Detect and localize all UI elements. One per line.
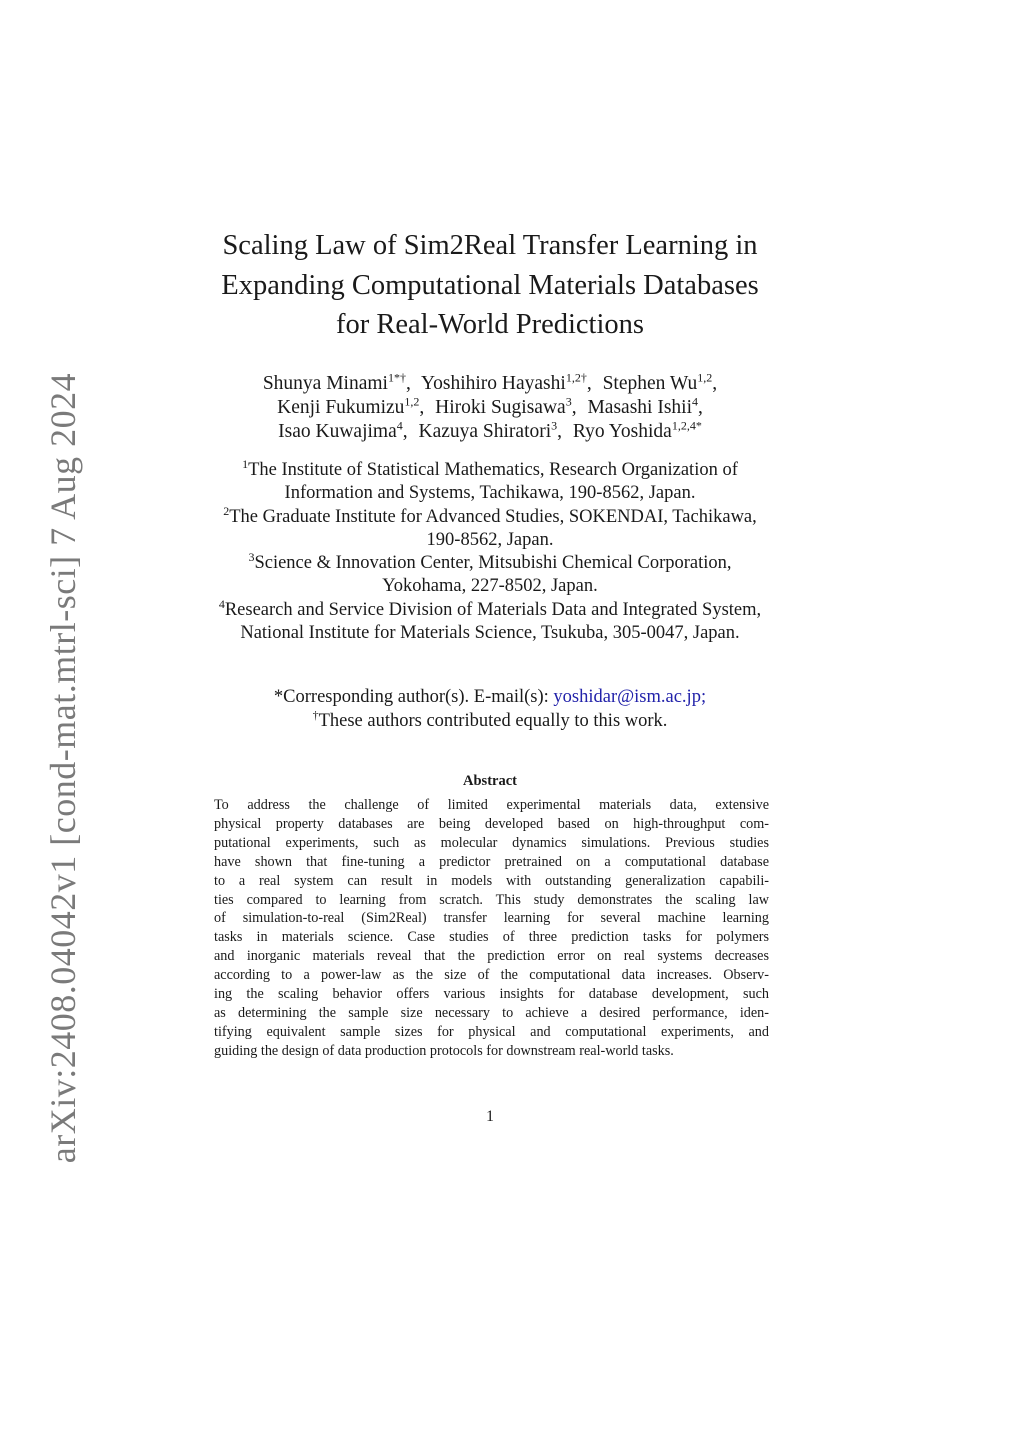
author-list: [190, 372, 790, 444]
author-affil-mark: 4: [692, 394, 698, 409]
affiliation-number: 4: [218, 596, 225, 611]
author-name: Kazuya Shiratori: [418, 421, 552, 442]
abstract-body: [214, 796, 769, 1061]
abstract-line: and inorganic materials reveal that the prediction error on real systems decreases: [214, 948, 769, 965]
abstract-line: as determining the sample size necessary to achieve a desired performance, iden-: [214, 1004, 769, 1021]
title-line: for Real-World Predictions: [336, 309, 644, 340]
affiliation-line: $^4$Research and Service Division of Materials Data and Integrated System,: [218, 596, 762, 620]
title-line: Scaling Law of Sim2Real Transfer Learning in: [222, 230, 758, 261]
author-name: Hiroki Sugisawa: [435, 397, 566, 418]
author-line: Kenji Fukumizu$^{1,2}$, Hiroki Sugisawa$^3$, Masashi Ishii$^4$,: [277, 394, 703, 418]
author-name: Kenji Fukumizu: [277, 397, 405, 418]
abstract-line: of simulation-to-real (Sim2Real) transfer learning for several machine learning: [214, 910, 769, 927]
affiliation-number: 3: [248, 550, 255, 565]
author-name: Ryo Yoshida: [572, 421, 672, 442]
author-name: Masashi Ishii: [587, 397, 692, 418]
abstract-line: tifying equivalent sample sizes for physical and computational experiments, and: [214, 1023, 769, 1040]
abstract-line: according to a power-law as the size of the computational data increases. Observ-: [214, 967, 769, 984]
author-affil-mark: 3: [565, 394, 572, 409]
abstract-line: ing the scaling behavior offers various insights for database development, such: [214, 986, 769, 1003]
author-affil-mark: 1,2†: [565, 370, 587, 385]
abstract-heading: Abstract: [463, 773, 517, 789]
author-affil-mark: 1,2: [404, 394, 420, 409]
corresponding-author-line: *Corresponding author(s). E-mail(s): yoshidar@ism.ac.jp;: [273, 687, 707, 707]
correspondence-note: [190, 686, 790, 733]
affiliation-line: $^2$The Graduate Institute for Advanced Studies, SOKENDAI, Tachikawa,: [223, 503, 757, 527]
affiliation-number: 1: [242, 456, 249, 471]
abstract-line: have shown that fine-tuning a predictor pretrained on a computational database: [214, 853, 769, 870]
abstract-line: putational experiments, such as molecular dynamics simulations. Previous studies: [214, 834, 769, 851]
email-link[interactable]: yoshidar@ism.ac.jp: [553, 687, 701, 707]
abstract-line: To address the challenge of limited experimental materials data, extensive: [214, 797, 769, 813]
author-name: Isao Kuwajima: [278, 421, 397, 442]
affiliation-line: $^3$Science & Innovation Center, Mitsubishi Chemical Corporation,: [248, 550, 732, 574]
abstract-line: physical property databases are being developed based on high-throughput com-: [214, 815, 769, 832]
author-affil-mark: 4: [396, 418, 403, 433]
author-name: Yoshihiro Hayashi: [420, 373, 566, 394]
abstract-line: guiding the design of data production protocols for downstream real-world tasks.: [214, 1042, 674, 1059]
title-line: Expanding Computational Materials Databases: [221, 269, 759, 301]
page-number: 1: [486, 1108, 494, 1125]
equal-contribution-line: †These authors contributed equally to this work.: [312, 707, 668, 731]
author-line: Isao Kuwajima$^4$, Kazuya Shiratori$^3$, Ryo Yoshida$^{1,2,4*}$: [278, 418, 702, 442]
affiliation-list: [180, 456, 800, 645]
affiliation-line: $^1$The Institute of Statistical Mathematics, Research Organization of: [242, 456, 738, 480]
author-affil-mark: 1*†: [387, 370, 406, 385]
affiliation-line: 190-8562, Japan.: [426, 529, 554, 550]
paper-title: [190, 226, 790, 345]
author-name: Shunya Minami: [262, 373, 388, 394]
author-name: Stephen Wu: [602, 373, 698, 394]
affiliation-number: 2: [223, 503, 230, 518]
abstract-line: tasks in materials science. Case studies of three prediction tasks for polymers: [214, 929, 769, 946]
author-line: Shunya Minami$^{1*\dagger}$, Yoshihiro Hayashi$^{1,2\dagger}$, Stephen Wu$^{1,2}$,: [262, 370, 718, 394]
author-affil-mark: 1,2: [697, 370, 713, 385]
author-affil-mark: 3: [551, 418, 558, 433]
author-affil-mark: 1,2,4*: [671, 418, 702, 433]
dagger-mark: †: [312, 707, 319, 722]
abstract-line: to a real system can result in models with outstanding generalization capabili-: [214, 872, 769, 889]
affiliation-line: National Institute for Materials Science, Tsukuba, 305-0047, Japan.: [240, 623, 740, 644]
affiliation-line: Information and Systems, Tachikawa, 190-8562, Japan.: [284, 483, 696, 504]
arxiv-identifier-text: arXiv:2408.04042v1 [cond-mat.mtrl-sci] 7 Aug 2024: [43, 372, 83, 1164]
affiliation-line: Yokohama, 227-8502, Japan.: [382, 576, 598, 597]
abstract-line: ties compared to learning from scratch. This study demonstrates the scaling law: [214, 891, 769, 908]
